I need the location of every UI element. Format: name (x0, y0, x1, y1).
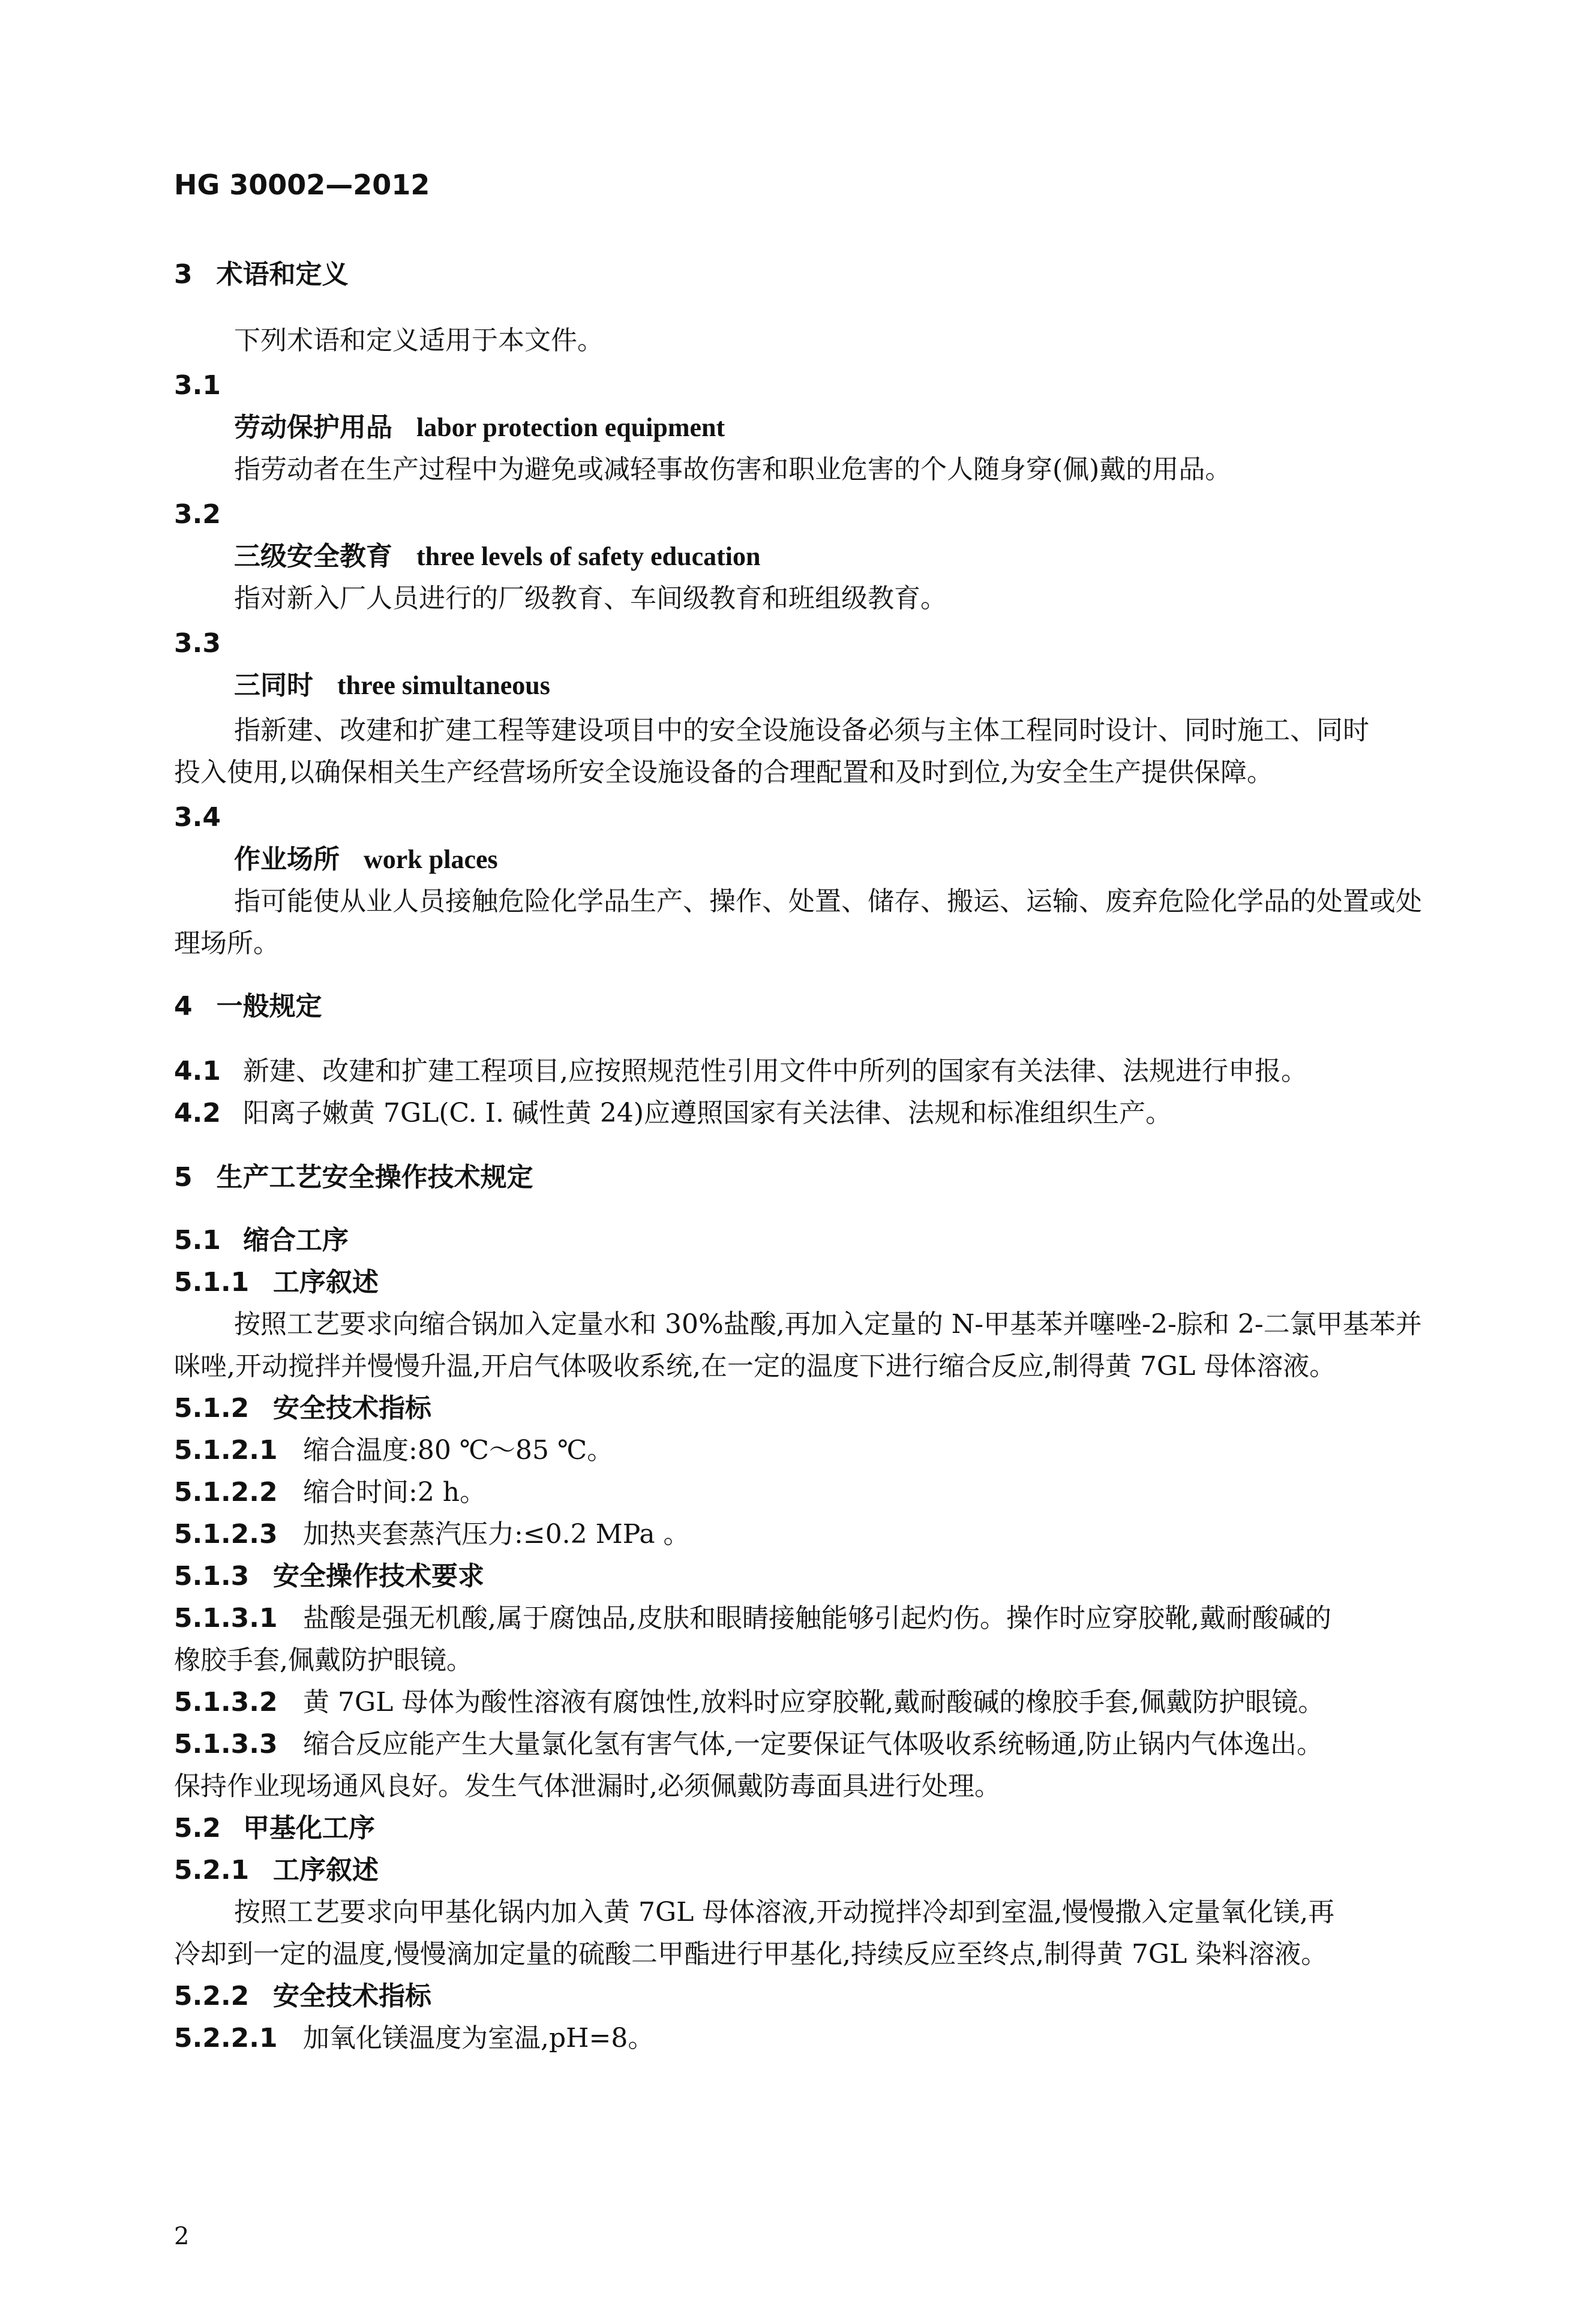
process-description: 按照工艺要求向甲基化锅内加入黄 7GL 母体溶液,开动搅拌冷却到室温,慢慢撒入定量氧化镁,再 (234, 1897, 1335, 1927)
clause-number: 5.1 (174, 1225, 221, 1256)
section-3-heading (174, 258, 349, 292)
clause-number: 5.1.2.3 (174, 1519, 278, 1550)
subsection-5-1-2 (174, 1392, 431, 1425)
section-5-heading (174, 1161, 533, 1194)
clause-5-2-2-1 (174, 2022, 654, 2055)
clause-number: 4.1 (174, 1056, 221, 1086)
clause-title: 工序叙述 (273, 1267, 379, 1298)
clause-number: 5.2.2.1 (174, 2023, 278, 2053)
clause-5-1-2-1 (174, 1434, 613, 1467)
clause-number: 5.1.2 (174, 1393, 250, 1424)
section-3-intro: 下列术语和定义适用于本文件。 (234, 325, 604, 356)
clause-title: 缩合工序 (243, 1225, 349, 1256)
subsection-5-2-1 (174, 1854, 379, 1887)
clause-text: 加热夹套蒸汽压力:≤0.2 MPa 。 (303, 1519, 690, 1550)
section-number: 3 (174, 259, 193, 290)
term-english: three levels of safety education (416, 542, 761, 571)
section-number: 4 (174, 991, 193, 1022)
clause-4-1 (174, 1055, 1307, 1088)
clause-number: 5.1.3.2 (174, 1687, 278, 1718)
term-definition: 指可能使从业人员接触危险化学品生产、操作、处置、储存、搬运、运输、废弃危险化学品的处置或处 (234, 886, 1422, 917)
clause-number: 5.2.1 (174, 1855, 250, 1885)
process-description: 按照工艺要求向缩合锅加入定量水和 30%盐酸,再加入定量的 N-甲基苯并噻唑-2-腙和 2-二氯甲基苯并 (234, 1309, 1422, 1340)
clause-title: 安全技术指标 (273, 1393, 431, 1424)
clause-text-cont: 保持作业现场通风良好。发生气体泄漏时,必须佩戴防毒面具进行处理。 (174, 1771, 1001, 1801)
section-title: 术语和定义 (216, 259, 349, 290)
clause-number: 5.1.2.2 (174, 1477, 278, 1508)
term-heading (234, 843, 498, 876)
clause-number: 5.1.3.3 (174, 1729, 278, 1759)
subsection-5-1 (174, 1224, 349, 1257)
page-number: 2 (174, 2223, 190, 2250)
term-heading (234, 540, 761, 574)
subsection-5-2 (174, 1812, 375, 1845)
term-chinese: 三级安全教育 (234, 541, 392, 572)
clause-number: 5.1.2.1 (174, 1435, 278, 1466)
clause-5-1-2-2 (174, 1476, 486, 1509)
section-title: 一般规定 (216, 991, 322, 1022)
clause-title: 甲基化工序 (243, 1813, 375, 1843)
section-4-heading (174, 990, 322, 1023)
clause-text-cont: 橡胶手套,佩戴防护眼镜。 (174, 1645, 473, 1676)
document-code-header: HG 30002—2012 (174, 169, 430, 201)
clause-text: 阳离子嫩黄 7GL(C. I. 碱性黄 24)应遵照国家有关法律、法规和标准组织生产。 (243, 1098, 1172, 1128)
clause-title: 安全操作技术要求 (273, 1561, 484, 1592)
clause-text: 缩合反应能产生大量氯化氢有害气体,一定要保证气体吸收系统畅通,防止锅内气体逸出。 (303, 1729, 1323, 1759)
term-definition-cont: 理场所。 (174, 928, 280, 959)
term-definition: 指对新入厂人员进行的厂级教育、车间级教育和班组级教育。 (234, 583, 947, 614)
term-number: 3.4 (174, 802, 221, 833)
term-heading (234, 669, 550, 702)
term-english: three simultaneous (337, 671, 550, 700)
clause-5-1-3-2 (174, 1686, 1324, 1719)
clause-text: 新建、改建和扩建工程项目,应按照规范性引用文件中所列的国家有关法律、法规进行申报。 (243, 1056, 1307, 1086)
clause-text: 黄 7GL 母体为酸性溶液有腐蚀性,放料时应穿胶靴,戴耐酸碱的橡胶手套,佩戴防护眼镜。 (303, 1687, 1325, 1718)
clause-5-1-2-3 (174, 1518, 690, 1551)
term-chinese: 作业场所 (234, 844, 340, 875)
clause-number: 5.2.2 (174, 1981, 250, 2011)
clause-number: 5.2 (174, 1813, 221, 1843)
term-heading (234, 411, 725, 445)
term-number: 3.2 (174, 499, 221, 530)
process-description-cont: 冷却到一定的温度,慢慢滴加定量的硫酸二甲酯进行甲基化,持续反应至终点,制得黄 7GL 染料溶液。 (174, 1939, 1328, 1969)
clause-number: 5.1.3 (174, 1561, 250, 1592)
clause-text: 缩合时间:2 h。 (303, 1477, 487, 1508)
clause-text: 加氧化镁温度为室温,pH=8。 (303, 2023, 655, 2053)
term-number: 3.3 (174, 628, 221, 659)
clause-text: 盐酸是强无机酸,属于腐蚀品,皮肤和眼睛接触能够引起灼伤。操作时应穿胶靴,戴耐酸碱的 (303, 1603, 1331, 1634)
term-chinese: 三同时 (234, 670, 313, 701)
subsection-5-1-1 (174, 1266, 379, 1299)
term-number: 3.1 (174, 370, 221, 401)
subsection-5-1-3 (174, 1560, 484, 1593)
term-english: work places (364, 845, 498, 874)
clause-4-2 (174, 1097, 1172, 1130)
term-chinese: 劳动保护用品 (234, 412, 392, 443)
clause-number: 4.2 (174, 1098, 221, 1128)
term-english: labor protection equipment (416, 413, 725, 442)
clause-title: 工序叙述 (273, 1855, 379, 1885)
subsection-5-2-2 (174, 1980, 431, 2013)
clause-title: 安全技术指标 (273, 1981, 431, 2011)
section-title: 生产工艺安全操作技术规定 (216, 1162, 533, 1193)
term-definition: 指新建、改建和扩建工程等建设项目中的安全设施设备必须与主体工程同时设计、同时施工、同时 (234, 715, 1369, 746)
clause-number: 5.1.3.1 (174, 1603, 278, 1634)
clause-number: 5.1.1 (174, 1267, 250, 1298)
process-description-cont: 咪唑,开动搅拌并慢慢升温,开启气体吸收系统,在一定的温度下进行缩合反应,制得黄 7GL 母体溶液。 (174, 1351, 1336, 1382)
section-number: 5 (174, 1162, 193, 1193)
clause-text: 缩合温度:80 ℃～85 ℃。 (303, 1435, 614, 1466)
clause-5-1-3-1 (174, 1602, 1331, 1635)
term-definition-cont: 投入使用,以确保相关生产经营场所安全设施设备的合理配置和及时到位,为安全生产提供保障。 (174, 757, 1273, 788)
clause-5-1-3-3 (174, 1728, 1323, 1761)
term-definition: 指劳动者在生产过程中为避免或减轻事故伤害和职业危害的个人随身穿(佩)戴的用品。 (234, 454, 1232, 485)
